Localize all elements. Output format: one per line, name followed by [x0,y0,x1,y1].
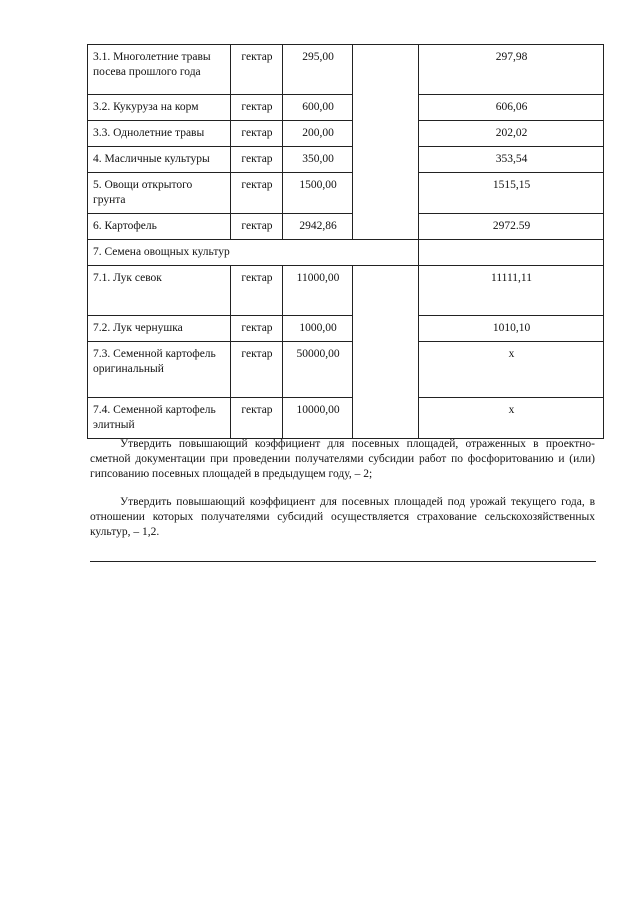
value-1: 1500,00 [283,173,353,214]
value-2: 1010,10 [419,316,604,342]
section-title: 7. Семена овощных культур [88,240,419,266]
value-1: 600,00 [283,95,353,121]
value-2: 353,54 [419,147,604,173]
value-1: 1000,00 [283,316,353,342]
unit: гектар [231,266,283,316]
value-1: 295,00 [283,45,353,95]
crop-name: 4. Масличные культуры [88,147,231,173]
table-row [88,121,604,147]
value-2: 11111,11 [419,266,604,316]
value-2: 202,02 [419,121,604,147]
section-row [88,240,604,266]
value-2: 297,98 [419,45,604,95]
table-row [88,214,604,240]
table-row [88,342,604,398]
empty-column [353,266,419,439]
value-2: х [419,398,604,439]
crop-name: 6. Картофель [88,214,231,240]
value-2: 1515,15 [419,173,604,214]
crop-name: 3.2. Кукуруза на корм [88,95,231,121]
table-row [88,316,604,342]
value-2: х [419,342,604,398]
unit: гектар [231,121,283,147]
value-1: 350,00 [283,147,353,173]
horizontal-divider [90,561,596,562]
unit: гектар [231,398,283,439]
table-row [88,398,604,439]
table-row [88,266,604,316]
crop-name: 5. Овощи открытого грунта [88,173,231,214]
paragraph-phosphoritization-coefficient: Утвердить повышающий коэффициент для посевных площадей, отраженных в проектно-сметной документации при проведении получателями субсидии работ по фосфоритованию и (или) гипсованию посевных площадей в предыдущем году, – 2; [90,438,595,480]
empty-cell [419,240,604,266]
crop-name: 7.4. Семенной картофель элитный [88,398,231,439]
value-1: 200,00 [283,121,353,147]
crop-name: 3.3. Однолетние травы [88,121,231,147]
value-2: 606,06 [419,95,604,121]
table-row [88,45,604,95]
rates-table [87,44,604,439]
value-1: 50000,00 [283,342,353,398]
empty-column [353,45,419,240]
table-row [88,95,604,121]
unit: гектар [231,342,283,398]
crop-name: 7.3. Семенной картофель оригинальный [88,342,231,398]
value-1: 11000,00 [283,266,353,316]
paragraph-insurance-coefficient: Утвердить повышающий коэффициент для посевных площадей под урожай текущего года, в отношении которых получателями субсидий осуществляется страхование сельскохозяйственных культур, – 1,2. [90,496,595,538]
crop-name: 7.2. Лук чернушка [88,316,231,342]
unit: гектар [231,147,283,173]
table-row [88,147,604,173]
value-2: 2972.59 [419,214,604,240]
unit: гектар [231,316,283,342]
crop-name: 3.1. Многолетние травы посева прошлого года [88,45,231,95]
unit: гектар [231,95,283,121]
value-1: 2942,86 [283,214,353,240]
unit: гектар [231,45,283,95]
unit: гектар [231,214,283,240]
unit: гектар [231,173,283,214]
value-1: 10000,00 [283,398,353,439]
crop-name: 7.1. Лук севок [88,266,231,316]
table-row [88,173,604,214]
